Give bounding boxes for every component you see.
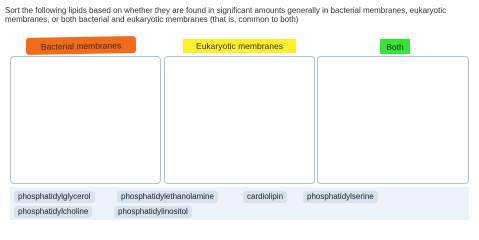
item-tray — [10, 187, 469, 220]
draggable-item-phosphatidylserine[interactable]: phosphatidylserine — [303, 191, 378, 203]
bin-label-eukaryotic: Eukaryotic membranes — [183, 39, 296, 53]
drop-zone-both[interactable] — [317, 56, 469, 184]
drop-zone-bacterial[interactable] — [10, 56, 161, 184]
draggable-item-phosphatidylcholine[interactable]: phosphatidylcholine — [14, 206, 92, 218]
draggable-item-phosphatidylglycerol[interactable]: phosphatidylglycerol — [14, 191, 95, 203]
draggable-item-phosphatidylethanolamine[interactable]: phosphatidylethanolamine — [117, 191, 218, 203]
drop-zone-eukaryotic[interactable] — [164, 56, 315, 184]
bin-label-bacterial: Bacterial membranes — [26, 36, 136, 55]
bin-label-both: Both — [380, 39, 410, 54]
draggable-item-phosphatidylinositol[interactable]: phosphatidylinositol — [114, 206, 192, 218]
instructions-text: Sort the following lipids based on whether they are found in significant amounts generally in bacterial membranes, eukaryotic membranes, or both bacterial and eukaryotic membranes (that is, common to both) — [5, 6, 447, 24]
draggable-item-cardiolipin[interactable]: cardiolipin — [243, 191, 287, 203]
